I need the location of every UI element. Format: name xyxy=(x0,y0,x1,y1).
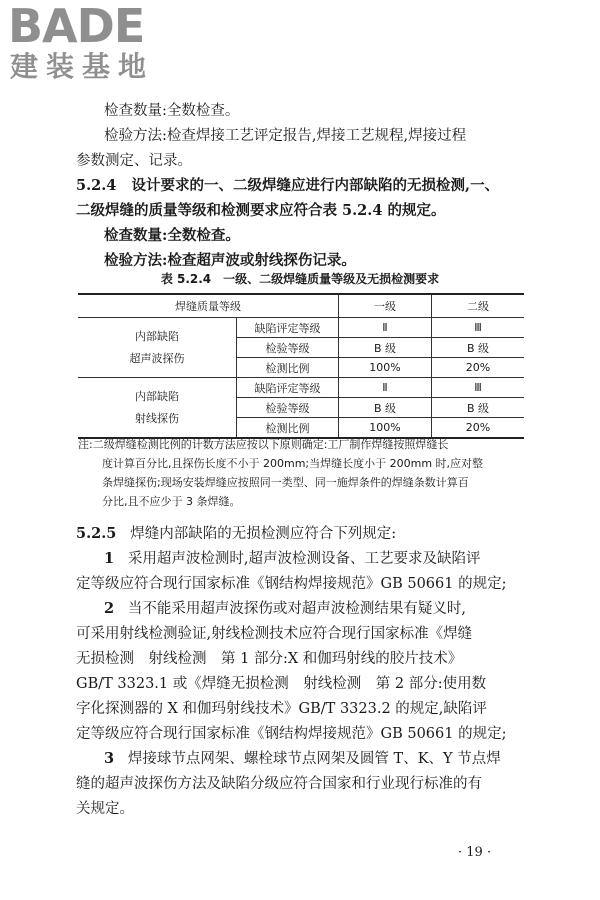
table-cell-grade2: B 级 xyxy=(432,338,525,358)
table-cell-grade1: B 级 xyxy=(339,338,432,358)
clause-text: 设计要求的一、二级焊缝应进行内部缺陷的无损检测,一、 xyxy=(131,177,500,194)
table-cell-grade2: 20% xyxy=(432,418,525,439)
group-ultrasonic-label xyxy=(78,318,237,378)
note-line: 度计算百分比,且探伤长度不小于 200mm;当焊缝长度小于 200mm 时,应对整 xyxy=(102,457,484,470)
inspection-method-line-2: 检验方法:检查超声波或射线探伤记录。 xyxy=(104,252,356,269)
group-line: 内部缺陷 xyxy=(135,389,179,403)
header-weld-grade: 焊缝质量等级 xyxy=(78,294,339,318)
header-grade-2: 二级 xyxy=(432,294,525,318)
note-line: 分比,且不应少于 3 条焊缝。 xyxy=(102,495,241,508)
item-2-line5: 字化探测器的 X 和伽玛射线技术》GB/T 3323.2 的规定,缺陷评 xyxy=(76,701,487,717)
inspection-quantity-line-2: 检查数量:全数检查。 xyxy=(104,227,240,244)
inspection-quantity-line: 检查数量:全数检查。 xyxy=(104,103,240,119)
item-number: 2 xyxy=(104,600,115,617)
item-2-line2: 可采用射线检测验证,射线检测技术应符合现行国家标准《焊缝 xyxy=(76,626,473,642)
note-line: 注:二级焊缝检测比例的计数方法应按以下原则确定:工厂制作焊缝按照焊缝长 xyxy=(78,438,449,451)
table-row xyxy=(78,378,524,398)
item-3-line3: 关规定。 xyxy=(76,801,134,817)
group-line: 内部缺陷 xyxy=(135,329,179,343)
table-cell-grade1: 100% xyxy=(339,418,432,439)
inspection-method-continued: 参数测定、记录。 xyxy=(76,153,192,169)
item-3-line2: 缝的超声波探伤方法及缺陷分级应符合国家和行业现行标准的有 xyxy=(76,776,482,792)
table-cell-grade2: B 级 xyxy=(432,398,525,418)
clause-5-2-4-line2: 二级焊缝的质量等级和检测要求应符合表 5.2.4 的规定。 xyxy=(76,202,446,219)
group-radiographic-label xyxy=(78,378,237,439)
item-1-line1 xyxy=(104,548,481,570)
group-line: 射线探伤 xyxy=(135,411,179,425)
item-2-line1 xyxy=(104,598,466,620)
item-number: 3 xyxy=(104,750,115,767)
table-cell-grade1: Ⅱ xyxy=(339,378,432,398)
group-line: 超声波探伤 xyxy=(129,351,185,365)
table-header-row xyxy=(78,294,524,318)
item-2-line6: 定等级应符合现行国家标准《钢结构焊接规范》GB 50661 的规定; xyxy=(76,726,507,742)
page-number: · 19 · xyxy=(458,845,492,860)
weld-quality-table xyxy=(78,293,524,439)
table-cell-grade1: Ⅱ xyxy=(339,318,432,338)
item-text: 焊接球节点网架、螺栓球节点网架及圆管 T、K、Y 节点焊 xyxy=(127,751,501,767)
table-cell-grade1: 100% xyxy=(339,358,432,378)
table-cell-item: 缺陷评定等级 xyxy=(237,378,339,398)
inspection-method-line: 检验方法:检查焊接工艺评定报告,焊接工艺规程,焊接过程 xyxy=(104,128,467,144)
table-cell-grade2: Ⅲ xyxy=(432,378,525,398)
item-text: 当不能采用超声波探伤或对超声波检测结果有疑义时, xyxy=(127,601,467,617)
table-row xyxy=(78,318,524,338)
note-line: 条焊缝探伤;现场安装焊缝应按照同一类型、同一施焊条件的焊缝条数计算百 xyxy=(102,476,469,489)
clause-number: 5.2.4 xyxy=(76,177,117,194)
item-text: 采用超声波检测时,超声波检测设备、工艺要求及缺陷评 xyxy=(127,551,481,567)
clause-number: 5.2.5 xyxy=(76,525,117,542)
item-3-line1 xyxy=(104,748,501,770)
table-note xyxy=(78,435,528,511)
table-cell-item: 检测比例 xyxy=(237,418,339,439)
publisher-logo xyxy=(8,2,154,84)
item-number: 1 xyxy=(104,550,115,567)
table-cell-item: 检验等级 xyxy=(237,338,339,358)
table-cell-item: 缺陷评定等级 xyxy=(237,318,339,338)
table-cell-item: 检验等级 xyxy=(237,398,339,418)
clause-5-2-4-line1 xyxy=(76,175,499,197)
clause-5-2-5-heading xyxy=(76,523,396,545)
item-2-line4: GB/T 3323.1 或《焊缝无损检测 射线检测 第 2 部分:使用数 xyxy=(76,676,487,692)
clause-text: 焊缝内部缺陷的无损检测应符合下列规定: xyxy=(130,526,397,542)
table-cell-item: 检测比例 xyxy=(237,358,339,378)
logo-wordmark: BADE xyxy=(8,0,145,53)
table-cell-grade2: Ⅲ xyxy=(432,318,525,338)
header-grade-1: 一级 xyxy=(339,294,432,318)
logo-subtitle: 建装基地 xyxy=(10,50,155,83)
table-caption: 表 5.2.4 一级、二级焊缝质量等级及无损检测要求 xyxy=(160,272,440,286)
table-cell-grade2: 20% xyxy=(432,358,525,378)
item-2-line3: 无损检测 射线检测 第 1 部分:X 和伽玛射线的胶片技术》 xyxy=(76,651,463,667)
table-cell-grade1: B 级 xyxy=(339,398,432,418)
item-1-line2: 定等级应符合现行国家标准《钢结构焊接规范》GB 50661 的规定; xyxy=(76,576,507,592)
